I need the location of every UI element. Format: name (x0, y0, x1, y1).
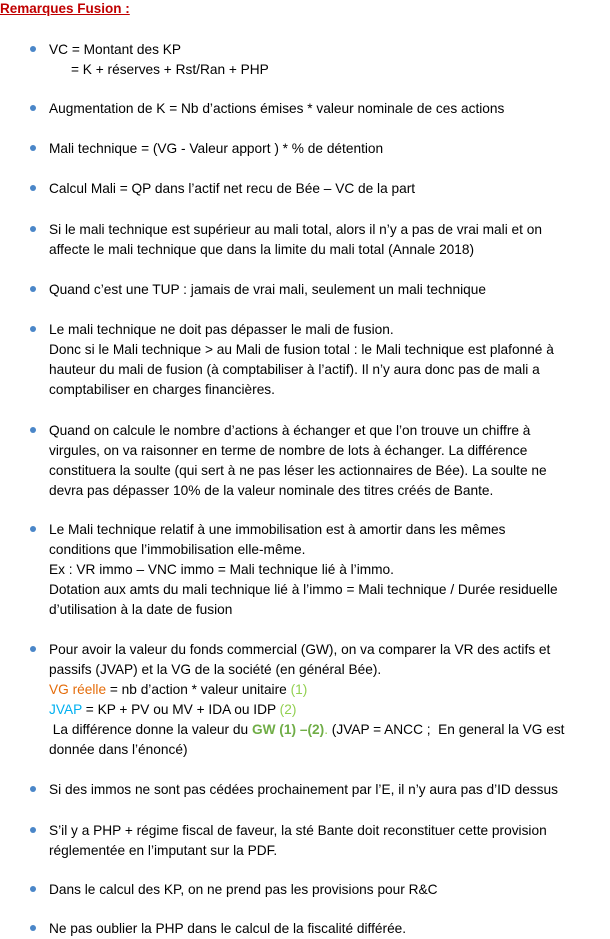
list-item-text: Calcul Mali = QP dans l’actif net recu de Bée – VC de la part (49, 181, 416, 196)
list-item-text: S’il y a PHP + régime fiscal de faveur, la sté Bante doit reconstituer cette provision réglementée en l’imputant sur la PDF. (49, 823, 547, 858)
bullet-icon (30, 827, 36, 833)
list-item-text: Si le mali technique est supérieur au mali total, alors il n’y a pas de vrai mali et on affecte le mali technique que dans la limite du mali total (Annale 2018) (49, 222, 542, 257)
bullet-icon (30, 646, 36, 652)
bullet-icon (30, 185, 36, 191)
bullet-icon (30, 526, 36, 532)
list-item-text: Si des immos ne sont pas cédées prochainement par l’E, il n’y aura pas d’ID dessus (49, 782, 558, 797)
list-item-text: Ne pas oublier la PHP dans le calcul de la fiscalité différée. (49, 921, 407, 936)
bullet-icon (30, 786, 36, 792)
list-item-text: Mali technique = (VG - Valeur apport ) * % de détention (49, 141, 384, 156)
list-item-text: Augmentation de K = Nb d’actions émises * valeur nominale de ces actions (49, 101, 505, 116)
bullet-icon (30, 226, 36, 232)
list-item-text: Le mali technique ne doit pas dépasser le mali de fusion. Donc si le Mali technique > au Mali de fusion total : le Mali technique est plafonné à hauteur du mali de fusion (à comptabiliser à l’actif). Il n’y aura donc pas de mali a comptabiliser en charges financières. (49, 322, 554, 397)
bullet-icon (30, 46, 36, 52)
bullet-icon (30, 427, 36, 433)
bullet-icon (30, 105, 36, 111)
bullet-icon (30, 145, 36, 151)
list-item-text: Quand on calcule le nombre d’actions à échanger et que l’on trouve un chiffre à virgules, on va raisonner en terme de nombre de lots à échanger. La différence constituera la soulte (qui sert à ne pas léser les actionnaires de Bée). La soulte ne devra pas dépasser 10% de la valeur nominale des titres créés de Bante. (49, 423, 547, 498)
list-item-text: VC = Montant des KP = K + réserves + Rst/Ran + PHP (49, 42, 269, 77)
page-title: Remarques Fusion : (0, 1, 130, 16)
list-item-text: Dans le calcul des KP, on ne prend pas les provisions pour R&C (49, 882, 438, 897)
bullet-icon (30, 925, 36, 931)
list-item-text: Quand c’est une TUP : jamais de vrai mali, seulement un mali technique (49, 282, 486, 297)
bullet-icon (30, 286, 36, 292)
list-item-text: Le Mali technique relatif à une immobilisation est à amortir dans les mêmes conditions que l’immobilisation elle-même. Ex : VR immo – VNC immo = Mali technique lié à l’immo. Dotation aux amts du mali technique lié à l’immo = Mali technique / Durée residuelle d’utilisation à la date de fusion (49, 522, 558, 617)
bullet-icon (30, 886, 36, 892)
bullet-icon (30, 326, 36, 332)
list-item-text: Pour avoir la valeur du fonds commercial (GW), on va comparer la VR des actifs et passifs (JVAP) et la VG de la société (en général Bée). VG réelle = nb d’action * valeur unitaire (1) JVAP = KP + PV ou MV + IDA ou IDP (2) La différence donne la valeur du GW (1) –(2). (JVAP = ANCC ; En general la VG est donnée dans l’énoncé) (49, 642, 565, 757)
